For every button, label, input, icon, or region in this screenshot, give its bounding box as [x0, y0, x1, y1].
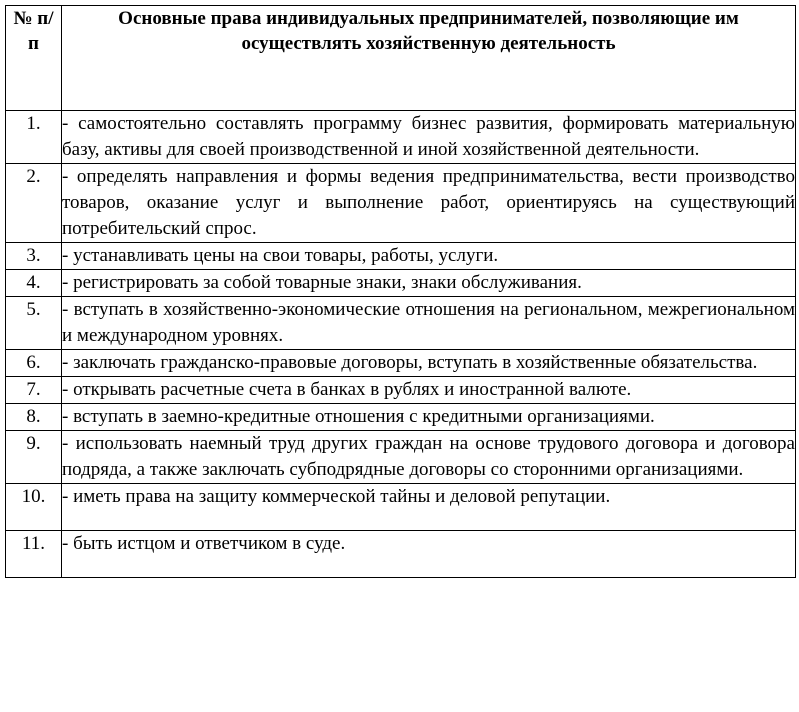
row-number: 11. [6, 531, 62, 578]
row-text: - самостоятельно составлять программу бизнес развития, формировать материальную базу, активы для своей производственной и иной хозяйственной деятельности. [62, 111, 796, 164]
row-text: - устанавливать цены на свои товары, работы, услуги. [62, 243, 796, 270]
row-number: 10. [6, 484, 62, 531]
row-text: - быть истцом и ответчиком в суде. [62, 531, 796, 578]
row-number: 6. [6, 350, 62, 377]
row-number: 5. [6, 297, 62, 350]
row-number: 7. [6, 377, 62, 404]
table-row [6, 431, 796, 484]
row-text: - регистрировать за собой товарные знаки, знаки обслуживания. [62, 270, 796, 297]
table-row [6, 164, 796, 243]
row-number: 4. [6, 270, 62, 297]
table-row [6, 350, 796, 377]
row-number: 8. [6, 404, 62, 431]
row-text: - определять направления и формы ведения предпринимательства, вести производство товаров, оказание услуг и выполнение работ, ориентируясь на существующий потребительский спрос. [62, 164, 796, 243]
column-header-title: Основные права индивидуальных предпринимателей, позволяющие им осуществлять хозяйственную деятельность [62, 6, 796, 111]
table-row [6, 111, 796, 164]
table-header-row [6, 6, 796, 111]
row-number: 2. [6, 164, 62, 243]
table-row [6, 377, 796, 404]
row-number: 1. [6, 111, 62, 164]
column-header-number: № п/п [6, 6, 62, 111]
row-number: 3. [6, 243, 62, 270]
row-text: - иметь права на защиту коммерческой тайны и деловой репутации. [62, 484, 796, 531]
table-row [6, 270, 796, 297]
table-row [6, 531, 796, 578]
row-text: - вступать в хозяйственно-экономические отношения на региональном, межрегиональном и международном уровнях. [62, 297, 796, 350]
table-row [6, 297, 796, 350]
row-text: - использовать наемный труд других граждан на основе трудового договора и договора подряда, а также заключать субподрядные договоры со сторонними организациями. [62, 431, 796, 484]
row-text: - вступать в заемно-кредитные отношения с кредитными организациями. [62, 404, 796, 431]
row-text: - заключать гражданско-правовые договоры, вступать в хозяйственные обязательства. [62, 350, 796, 377]
table-row [6, 484, 796, 531]
table-row [6, 404, 796, 431]
table-row [6, 243, 796, 270]
row-text: - открывать расчетные счета в банках в рублях и иностранной валюте. [62, 377, 796, 404]
row-number: 9. [6, 431, 62, 484]
rights-table [5, 5, 796, 578]
